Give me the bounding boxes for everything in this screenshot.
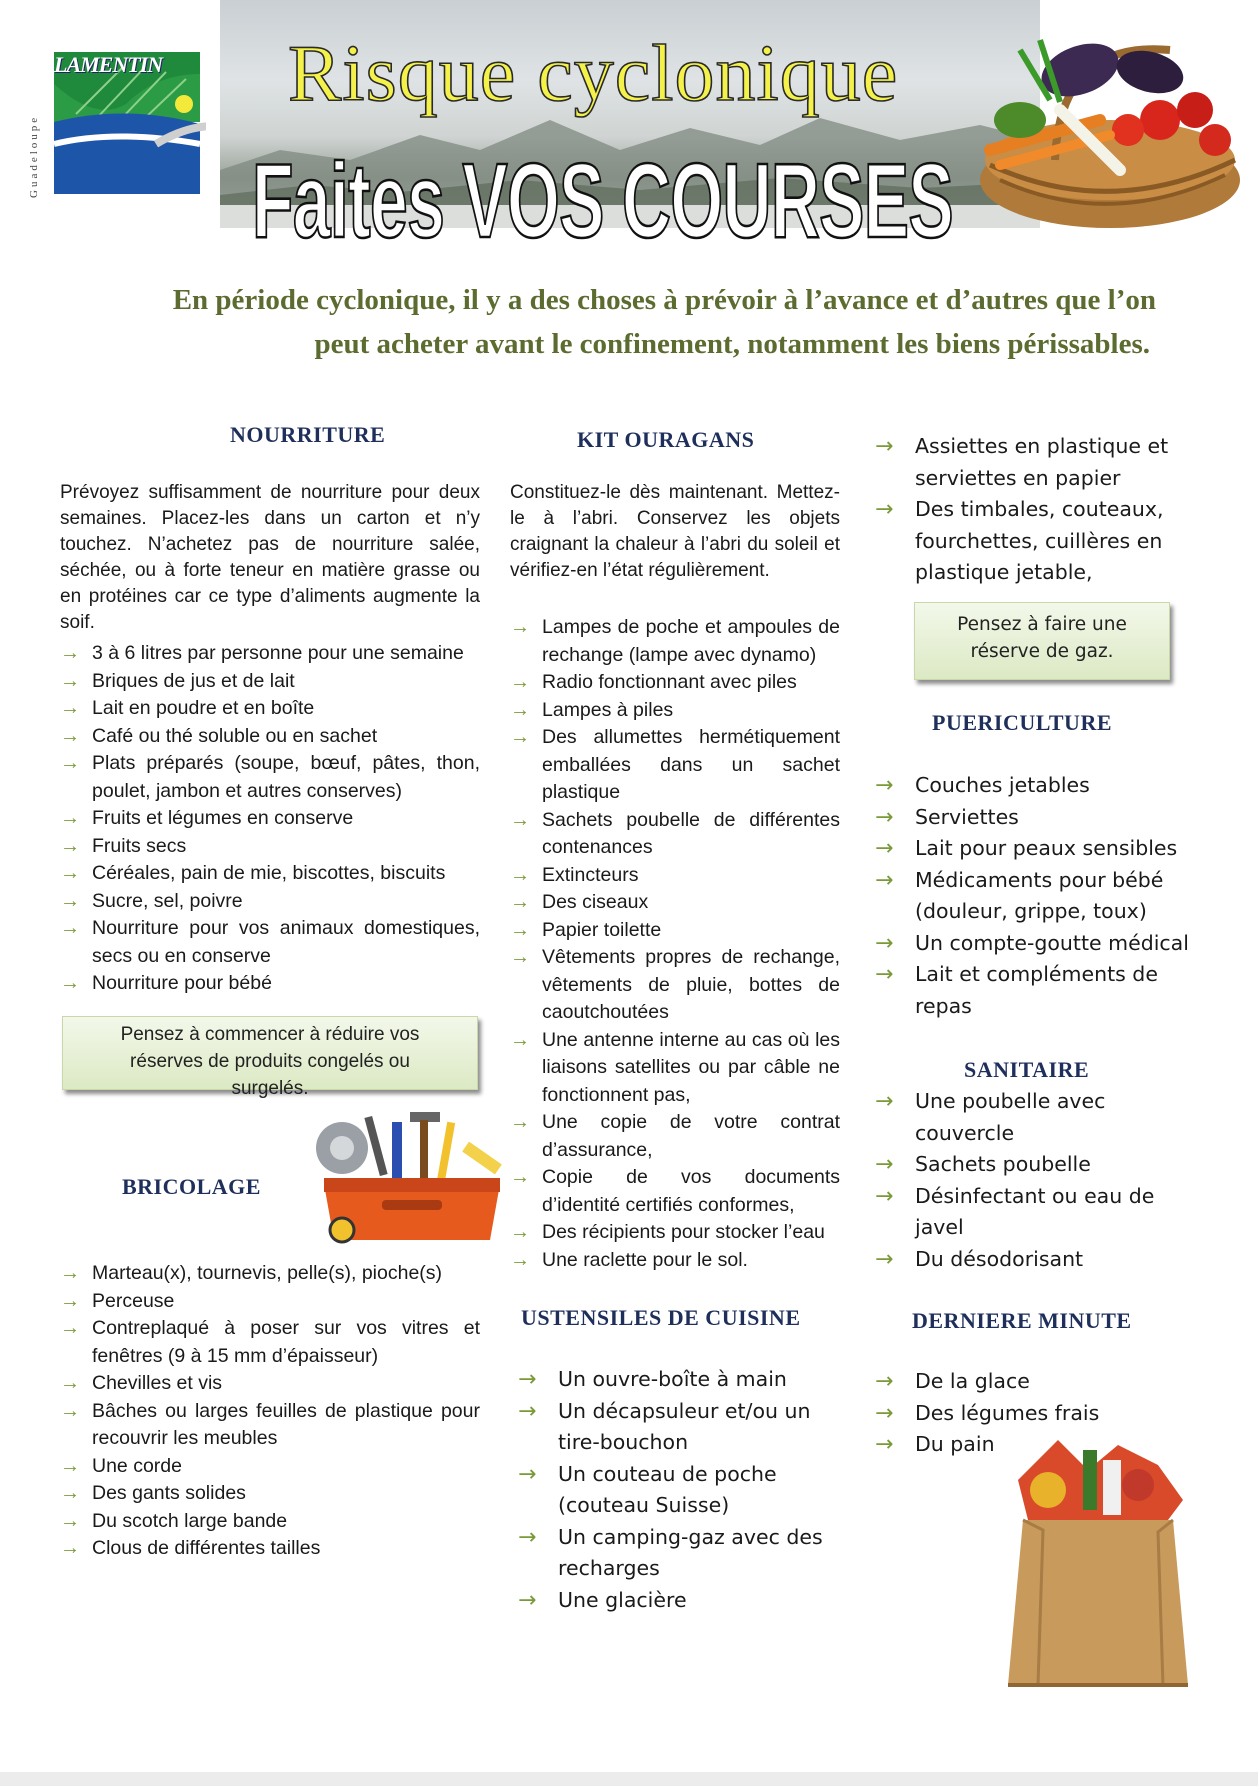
bricolage-item xyxy=(60,1288,480,1316)
arrow-bullet-icon: → xyxy=(60,669,80,692)
bricolage-item-text: Marteau(x), tournevis, pelle(s), pioche(s) xyxy=(92,1262,443,1284)
nourriture-item xyxy=(60,915,480,970)
kit-item-text: Des allumettes hermétiquement emballées dans un sachet plastique xyxy=(542,726,840,803)
arrow-bullet-icon: → xyxy=(60,1262,80,1284)
kit-item xyxy=(510,862,840,890)
puericulture-item-text: Lait et compléments de repas xyxy=(915,962,1158,1018)
sanitaire-item-text: Sachets poubelle xyxy=(915,1152,1091,1176)
arrow-bullet-icon: → xyxy=(518,1587,537,1613)
nourriture-item xyxy=(60,888,480,916)
intro-line-2: peut acheter avant le confinement, notamment les biens périssables. xyxy=(314,328,1150,360)
kit-item-text: Papier toilette xyxy=(542,918,662,941)
arrow-bullet-icon: → xyxy=(510,808,530,831)
nourriture-item xyxy=(60,640,480,668)
arrow-bullet-icon: → xyxy=(510,891,530,913)
arrow-bullet-icon: → xyxy=(510,698,530,721)
title-faites-vos-courses: Faites VOS COURSES xyxy=(252,142,953,260)
header-banner xyxy=(0,0,1258,260)
arrow-bullet-icon: → xyxy=(510,863,530,886)
arrow-bullet-icon: → xyxy=(875,773,894,798)
ustensiles-item-text: Une glacière xyxy=(558,1587,687,1612)
arrow-bullet-icon: → xyxy=(510,1111,530,1133)
arrow-bullet-icon: → xyxy=(60,697,80,719)
bricolage-item xyxy=(60,1398,480,1453)
heading-sanitaire: SANITAIRE xyxy=(964,1057,1090,1082)
kit-item xyxy=(510,917,840,945)
sanitaire-item-text: Une poubelle avec couvercle xyxy=(915,1089,1106,1145)
kit-item-text: Vêtements propres de rechange, vêtements de pluie, bottes de caoutchoutées xyxy=(542,946,840,1023)
kit-item-text: Des ciseaux xyxy=(542,891,649,913)
note-gaz xyxy=(914,602,1170,680)
arrow-bullet-icon: → xyxy=(875,836,894,861)
kit-item xyxy=(510,1027,840,1110)
bricolage-item-text: Perceuse xyxy=(92,1289,175,1312)
arrow-bullet-icon: → xyxy=(60,917,80,939)
kit-item-text: Une raclette pour le sol. xyxy=(542,1248,748,1271)
sanitaire-item xyxy=(875,1244,1205,1276)
arrow-bullet-icon: → xyxy=(60,724,80,747)
arrow-bullet-icon: → xyxy=(60,1509,80,1532)
arrow-bullet-icon: → xyxy=(875,434,894,459)
vaisselle-item-text: Assiettes en plastique et serviettes en papier xyxy=(915,434,1169,490)
puericulture-item xyxy=(875,928,1205,960)
heading-kit-ouragans: KIT OURAGANS xyxy=(577,427,755,452)
arrow-bullet-icon: → xyxy=(60,1482,80,1504)
ustensiles-item xyxy=(518,1364,838,1396)
arrow-bullet-icon: → xyxy=(60,807,80,829)
derniere-minute-item-text: Du pain xyxy=(915,1432,995,1456)
bricolage-item xyxy=(60,1453,480,1481)
bricolage-item xyxy=(60,1480,480,1508)
kit-item xyxy=(510,1109,840,1164)
toolbox-illustration xyxy=(312,1112,512,1244)
kit-item xyxy=(510,614,840,669)
bricolage-item-text: Des gants solides xyxy=(92,1482,246,1504)
arrow-bullet-icon: → xyxy=(60,1317,80,1339)
kit-item-text: Une antenne interne au cas où les liaisons satellites ou par câble ne fonctionnent pas, xyxy=(542,1028,840,1106)
kit-item xyxy=(510,807,840,862)
arrow-bullet-icon: → xyxy=(60,889,80,912)
heading-ustensiles: USTENSILES DE CUISINE xyxy=(521,1305,801,1330)
kit-item-text: Lampes de poche et ampoules de rechange (lampe avec dynamo) xyxy=(542,616,840,666)
heading-puericulture: PUERICULTURE xyxy=(932,710,1113,735)
arrow-bullet-icon: → xyxy=(60,752,80,774)
vaisselle-item-text: Des timbales, couteaux, fourchettes, cuillères en plastique jetable, xyxy=(915,497,1164,584)
nourriture-item-text: Nourriture pour vos animaux domestiques, secs ou en conserve xyxy=(92,917,480,967)
arrow-bullet-icon: → xyxy=(60,834,80,857)
derniere-minute-item-text: Des légumes frais xyxy=(915,1400,1100,1425)
arrow-bullet-icon: → xyxy=(60,862,80,884)
heading-derniere-minute: DERNIERE MINUTE xyxy=(912,1308,1132,1333)
derniere-minute-item xyxy=(875,1398,1205,1430)
kit-item-text: Une copie de votre contrat d’assurance, xyxy=(542,1111,840,1161)
sanitaire-item xyxy=(875,1181,1205,1244)
ustensiles-item-text: Un camping-gaz avec des recharges xyxy=(558,1524,823,1580)
bricolage-item-text: Une corde xyxy=(92,1454,182,1477)
kit-item-text: Radio fonctionnant avec piles xyxy=(542,671,797,693)
kit-item xyxy=(510,1164,840,1219)
page-bottom-edge xyxy=(0,1772,1258,1786)
kit-item-text: Copie de vos documents d’identité certifiés conformes, xyxy=(542,1166,840,1216)
heading-nourriture: NOURRITURE xyxy=(230,422,386,447)
arrow-bullet-icon: → xyxy=(510,946,530,968)
kit-item-text: Sachets poubelle de différentes contenances xyxy=(542,808,840,858)
kit-intro: Constituez-le dès maintenant. Mettez-le à l’abri. Conservez les objets craignant la chaleur à l’abri du soleil et vérifiez-en l’état régulièrement. xyxy=(510,482,840,581)
arrow-bullet-icon: → xyxy=(875,867,894,893)
arrow-bullet-icon: → xyxy=(510,1166,530,1188)
ustensiles-item-text: Un ouvre-boîte à main xyxy=(558,1367,787,1391)
arrow-bullet-icon: → xyxy=(518,1367,537,1392)
bricolage-item-text: Du scotch large bande xyxy=(92,1509,288,1532)
nourriture-item-text: Nourriture pour bébé xyxy=(92,972,272,994)
arrow-bullet-icon: → xyxy=(875,1369,894,1394)
arrow-bullet-icon: → xyxy=(60,1289,80,1312)
arrow-bullet-icon: → xyxy=(875,1246,894,1272)
ustensiles-item xyxy=(518,1522,838,1585)
nourriture-intro: Prévoyez suffisamment de nourriture pour deux semaines. Placez-les dans un carton et n’y touchez. N’achetez pas de nourriture salée, séchée, ou à forte teneur en matière grasse ou en protéines car ce type d’aliments augmente la soif. xyxy=(60,482,480,633)
ustensiles-item-text: Un couteau de poche (couteau Suisse) xyxy=(558,1461,777,1517)
arrow-bullet-icon: → xyxy=(510,616,530,638)
title-risque-cyclonique: Risque cyclonique xyxy=(288,30,899,118)
nourriture-list xyxy=(60,640,480,998)
nourriture-item xyxy=(60,805,480,833)
arrow-bullet-icon: → xyxy=(875,1152,894,1177)
puericulture-list xyxy=(875,770,1205,1022)
arrow-bullet-icon: → xyxy=(875,1183,894,1209)
ustensiles-item-text: Un décapsuleur et/ou un tire-bouchon xyxy=(558,1398,811,1454)
logo-region-text: Guadeloupe xyxy=(28,114,40,198)
vaisselle-item xyxy=(875,431,1205,494)
arrow-bullet-icon: → xyxy=(60,1454,80,1477)
puericulture-item-text: Lait pour peaux sensibles xyxy=(915,836,1178,860)
nourriture-item-text: Briques de jus et de lait xyxy=(92,669,295,692)
note-gaz-text: Pensez à faire une réserve de gaz. xyxy=(957,614,1127,662)
arrow-bullet-icon: → xyxy=(510,918,530,941)
ustensiles-item xyxy=(518,1459,838,1522)
arrow-bullet-icon: → xyxy=(510,671,530,693)
heading-bricolage: BRICOLAGE xyxy=(122,1174,261,1199)
logo-name-text: LAMENTIN xyxy=(54,52,163,77)
kit-item xyxy=(510,889,840,917)
nourriture-item-text: 3 à 6 litres par personne pour une semaine xyxy=(92,642,464,664)
sanitaire-item xyxy=(875,1149,1205,1181)
vegetable-basket-illustration xyxy=(960,10,1250,235)
bricolage-item xyxy=(60,1315,480,1370)
puericulture-item-text: Un compte-goutte médical xyxy=(915,930,1189,955)
puericulture-item xyxy=(875,770,1205,802)
nourriture-item xyxy=(60,695,480,723)
arrow-bullet-icon: → xyxy=(875,1089,894,1114)
kit-item-text: Extincteurs xyxy=(542,863,639,886)
nourriture-item-text: Plats préparés (soupe, bœuf, pâtes, thon, poulet, jambon et autres conserves) xyxy=(92,752,480,802)
nourriture-item-text: Sucre, sel, poivre xyxy=(92,889,243,912)
arrow-bullet-icon: → xyxy=(875,930,894,956)
ustensiles-item xyxy=(518,1585,838,1617)
nourriture-item xyxy=(60,860,480,888)
arrow-bullet-icon: → xyxy=(875,804,894,830)
bricolage-item xyxy=(60,1535,480,1563)
nourriture-item-text: Fruits secs xyxy=(92,834,187,857)
kit-item xyxy=(510,1247,840,1275)
nourriture-item xyxy=(60,723,480,751)
arrow-bullet-icon: → xyxy=(510,1221,530,1243)
bricolage-item xyxy=(60,1370,480,1398)
kit-item xyxy=(510,1219,840,1247)
arrow-bullet-icon: → xyxy=(510,726,530,748)
ustensiles-item xyxy=(518,1396,838,1459)
arrow-bullet-icon: → xyxy=(60,972,80,994)
bricolage-item-text: Bâches ou larges feuilles de plastique pour recouvrir les meubles xyxy=(92,1399,480,1449)
derniere-minute-item xyxy=(875,1366,1205,1398)
kit-item xyxy=(510,944,840,1027)
note-congeles xyxy=(62,1016,478,1099)
arrow-bullet-icon: → xyxy=(875,962,894,987)
arrow-bullet-icon: → xyxy=(518,1461,537,1487)
intro-text xyxy=(60,278,1160,366)
arrow-bullet-icon: → xyxy=(518,1398,537,1424)
arrow-bullet-icon: → xyxy=(518,1524,537,1550)
sanitaire-list xyxy=(875,1086,1205,1275)
nourriture-item-text: Céréales, pain de mie, biscottes, biscuits xyxy=(92,862,446,884)
note-congeles-text: Pensez à commencer à réduire vos réserves de produits congelés ou surgelés. xyxy=(120,1024,420,1099)
bricolage-list xyxy=(60,1260,480,1563)
kit-item-text: Des récipients pour stocker l’eau xyxy=(542,1221,825,1243)
kit-item xyxy=(510,724,840,807)
bricolage-item-text: Clous de différentes tailles xyxy=(92,1537,321,1559)
sanitaire-item-text: Du désodorisant xyxy=(915,1246,1084,1271)
arrow-bullet-icon: → xyxy=(875,497,894,522)
vaisselle-list xyxy=(875,431,1205,589)
arrow-bullet-icon: → xyxy=(60,1399,80,1422)
grocery-bag-illustration xyxy=(998,1440,1198,1690)
sanitaire-item-text: Désinfectant ou eau de javel xyxy=(915,1183,1155,1239)
puericulture-item xyxy=(875,959,1205,1022)
puericulture-item-text: Couches jetables xyxy=(915,773,1090,797)
puericulture-item xyxy=(875,802,1205,834)
bricolage-item xyxy=(60,1260,480,1288)
arrow-bullet-icon: → xyxy=(510,1248,530,1271)
arrow-bullet-icon: → xyxy=(60,1372,80,1394)
vaisselle-item xyxy=(875,494,1205,589)
nourriture-item-text: Fruits et légumes en conserve xyxy=(92,807,354,829)
puericulture-item xyxy=(875,865,1205,928)
bricolage-item xyxy=(60,1508,480,1536)
arrow-bullet-icon: → xyxy=(60,1537,80,1559)
kit-item xyxy=(510,669,840,697)
arrow-bullet-icon: → xyxy=(875,1400,894,1426)
nourriture-item xyxy=(60,833,480,861)
intro-line-1: En période cyclonique, il y a des choses à prévoir à l’avance et d’autres que l’on xyxy=(172,284,1156,316)
arrow-bullet-icon: → xyxy=(510,1028,530,1051)
bricolage-item-text: Chevilles et vis xyxy=(92,1372,223,1394)
ustensiles-list xyxy=(518,1364,838,1616)
puericulture-item-text: Médicaments pour bébé (douleur, grippe, toux) xyxy=(915,867,1164,923)
sanitaire-item xyxy=(875,1086,1205,1149)
puericulture-item xyxy=(875,833,1205,865)
nourriture-item-text: Lait en poudre et en boîte xyxy=(92,697,315,719)
nourriture-item xyxy=(60,668,480,696)
derniere-minute-item-text: De la glace xyxy=(915,1369,1030,1393)
nourriture-item xyxy=(60,750,480,805)
kit-list xyxy=(510,614,840,1274)
bricolage-item-text: Contreplaqué à poser sur vos vitres et fenêtres (9 à 15 mm d’épaisseur) xyxy=(92,1317,480,1367)
puericulture-item-text: Serviettes xyxy=(915,804,1019,829)
kit-item xyxy=(510,697,840,725)
nourriture-item-text: Café ou thé soluble ou en sachet xyxy=(92,724,378,747)
kit-item-text: Lampes à piles xyxy=(542,698,674,721)
arrow-bullet-icon: → xyxy=(875,1432,894,1457)
nourriture-item xyxy=(60,970,480,998)
arrow-bullet-icon: → xyxy=(60,642,80,664)
